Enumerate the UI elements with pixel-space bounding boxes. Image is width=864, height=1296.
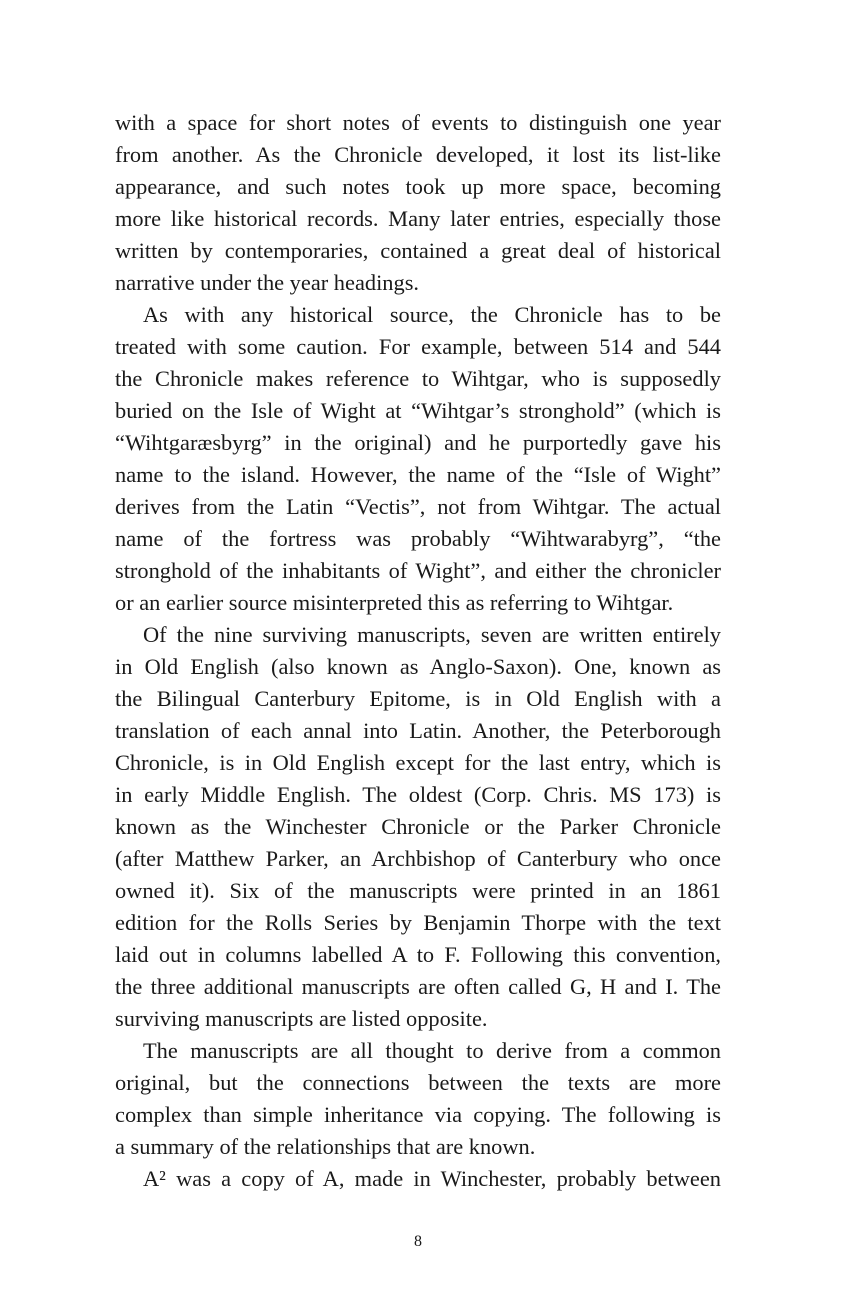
text-line: complex than simple inheritance via copying. The following is: [115, 1102, 721, 1127]
paragraph: [115, 299, 721, 619]
text-line: a summary of the relationships that are known.: [115, 1134, 536, 1159]
text-line: “Wihtgaræsbyrg” in the original) and he purportedly gave his: [115, 430, 721, 455]
paragraph: [115, 1035, 721, 1163]
text-line: (after Matthew Parker, an Archbishop of Canterbury who once: [115, 846, 721, 871]
text-line: derives from the Latin “Vectis”, not from Wihtgar. The actual: [115, 494, 721, 519]
paragraph: [115, 619, 721, 1035]
text-line: Of the nine surviving manuscripts, seven are written entirely: [143, 622, 721, 647]
text-line: written by contemporaries, contained a great deal of historical: [115, 238, 721, 263]
paragraph: [115, 1163, 721, 1195]
text-line: buried on the Isle of Wight at “Wihtgar’s stronghold” (which is: [115, 398, 721, 423]
text-line: owned it). Six of the manuscripts were printed in an 1861: [115, 878, 721, 903]
text-line: surviving manuscripts are listed opposite.: [115, 1006, 488, 1031]
text-line: As with any historical source, the Chronicle has to be: [143, 302, 721, 327]
text-line: or an earlier source misinterpreted this as referring to Wihtgar.: [115, 590, 674, 615]
text-line: in Old English (also known as Anglo-Saxon). One, known as: [115, 654, 721, 679]
text-line: Chronicle, is in Old English except for the last entry, which is: [115, 750, 721, 775]
text-line: the three additional manuscripts are often called G, H and I. The: [115, 974, 721, 999]
text-line: more like historical records. Many later entries, especially those: [115, 206, 721, 231]
text-line: with a space for short notes of events to distinguish one year: [115, 110, 721, 135]
text-line: in early Middle English. The oldest (Corp. Chris. MS 173) is: [115, 782, 721, 807]
text-line: A² was a copy of A, made in Winchester, probably between: [143, 1166, 721, 1191]
text-line: stronghold of the inhabitants of Wight”, and either the chronicler: [115, 558, 721, 583]
text-line: from another. As the Chronicle developed, it lost its list-like: [115, 142, 721, 167]
paragraph: [115, 107, 721, 299]
body-text: [115, 107, 721, 1195]
text-line: The manuscripts are all thought to derive from a common: [143, 1038, 721, 1063]
text-line: appearance, and such notes took up more space, becoming: [115, 174, 721, 199]
text-line: translation of each annal into Latin. Another, the Peterborough: [115, 718, 721, 743]
text-line: laid out in columns labelled A to F. Following this convention,: [115, 942, 721, 967]
text-line: name of the fortress was probably “Wihtwarabyrg”, “the: [115, 526, 721, 551]
text-line: original, but the connections between the texts are more: [115, 1070, 721, 1095]
text-line: the Chronicle makes reference to Wihtgar, who is supposedly: [115, 366, 721, 391]
text-line: edition for the Rolls Series by Benjamin Thorpe with the text: [115, 910, 721, 935]
page-number: 8: [414, 1233, 422, 1250]
text-line: known as the Winchester Chronicle or the Parker Chronicle: [115, 814, 721, 839]
text-line: the Bilingual Canterbury Epitome, is in Old English with a: [115, 686, 721, 711]
text-line: name to the island. However, the name of the “Isle of Wight”: [115, 462, 721, 487]
text-line: treated with some caution. For example, between 514 and 544: [115, 334, 721, 359]
text-line: narrative under the year headings.: [115, 270, 420, 295]
